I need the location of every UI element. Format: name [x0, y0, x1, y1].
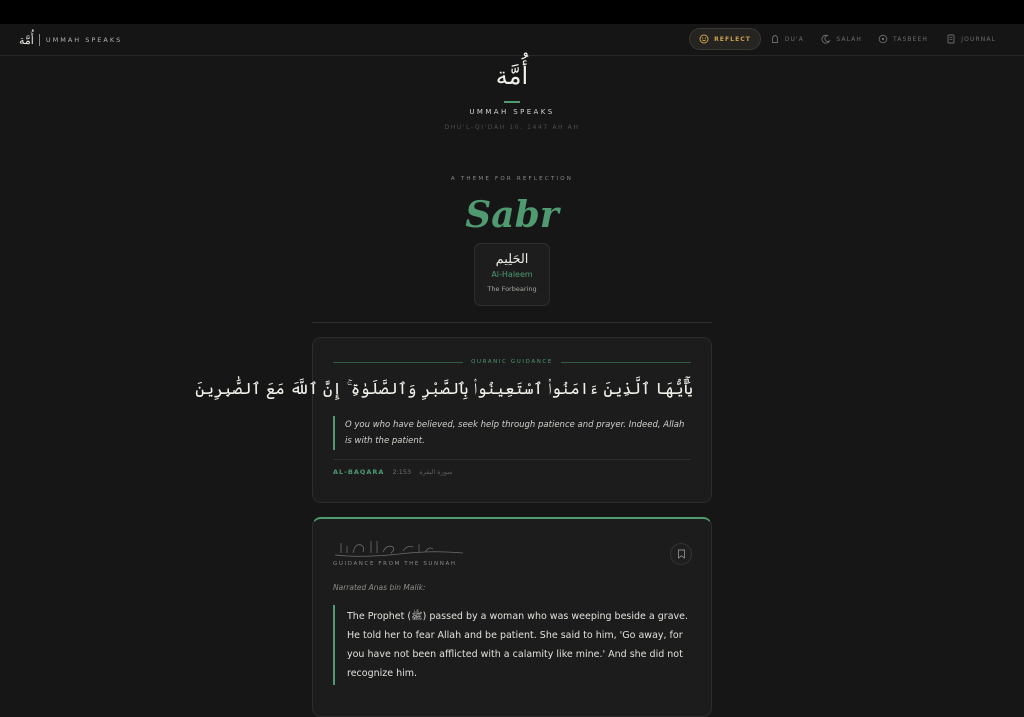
- top-navbar: [0, 24, 1024, 56]
- theme-word: Sabr: [465, 194, 559, 236]
- brand-divider: [39, 34, 40, 46]
- heading-rule-left: [333, 362, 463, 363]
- section-heading: [333, 358, 691, 366]
- hijri-date: DHU'L-QI'DAH 10, 1447 AH AH: [444, 124, 580, 131]
- journal-icon: [946, 34, 956, 44]
- ayah-arabic: يَٰٓأَيُّهَا ٱلَّذِينَ ءَامَنُوا۟ ٱسْتَعِينُوا۟ بِٱلصَّبْرِ وَٱلصَّلَوٰةِ ۚ إِنَّ ٱللَّهَ مَعَ ٱلصَّٰبِرِينَ: [195, 379, 693, 398]
- nav-item-reflect[interactable]: [689, 28, 761, 50]
- nav-label: REFLECT: [714, 35, 751, 43]
- divine-name-card[interactable]: [474, 243, 550, 306]
- nav-item-journal[interactable]: [946, 28, 996, 50]
- bookmark-icon: [677, 549, 686, 559]
- section-divider: [312, 322, 712, 323]
- theme-kicker: A THEME FOR REFLECTION: [450, 176, 574, 182]
- beads-icon: [878, 34, 888, 44]
- header-app-name: UMMAH SPEAKS: [469, 108, 555, 116]
- nav-label: JOURNAL: [961, 35, 996, 43]
- header-underline: [504, 101, 520, 103]
- heading-rule-right: [561, 362, 691, 363]
- nav-label: TASBEEH: [892, 35, 928, 43]
- section-label: QURANIC GUIDANCE: [471, 359, 553, 365]
- brand-logo[interactable]: [19, 30, 122, 50]
- hands-icon: [770, 34, 780, 44]
- verse-reference: [333, 468, 453, 476]
- nav-item-tasbeeh[interactable]: [878, 28, 928, 50]
- quranic-guidance-card: [195, 337, 712, 503]
- header-arabic-title: أُمَّة: [495, 62, 529, 90]
- sunnah-guidance-card: [312, 517, 712, 717]
- moon-icon: [821, 34, 831, 44]
- smile-icon: [699, 34, 709, 44]
- verse-number: 2:153: [392, 468, 412, 476]
- divine-name-arabic: الحَلِيم: [495, 252, 529, 267]
- nav-label: SALAH: [836, 35, 862, 43]
- ayah-translation: O you who have believed, seek help through patience and prayer. Indeed, Allah is with the patient.: [333, 416, 691, 450]
- nav-item-dua[interactable]: [770, 28, 804, 50]
- nav-label: DU'A: [784, 35, 804, 43]
- hadith-text: The Prophet (ﷺ) passed by a woman who was weeping beside a grave. He told her to fear Allah and be patient. She said to him, 'Go away, for you have not been afflicted with a calamity like mine.' And she did not recognize him.: [333, 605, 691, 685]
- hadith-narrator: Narrated Anas bin Malik:: [333, 583, 426, 592]
- divine-name-transliteration: Al-Haleem: [491, 270, 533, 279]
- sunnah-section-label: GUIDANCE FROM THE SUNNAH: [333, 561, 457, 567]
- surah-name-arabic: سورة البقرة: [419, 468, 453, 476]
- card-separator: [333, 459, 691, 460]
- brand-name: UMMAH SPEAKS: [45, 36, 123, 44]
- nav-item-salah[interactable]: [821, 28, 862, 50]
- bismillah-calligraphy-icon: [333, 537, 465, 559]
- bookmark-button[interactable]: [670, 543, 692, 565]
- brand-arabic: أُمَّة: [19, 33, 34, 47]
- window-top-strip: [0, 0, 1024, 24]
- surah-name[interactable]: AL-BAQARA: [333, 468, 385, 476]
- divine-name-meaning: The Forbearing: [487, 285, 537, 293]
